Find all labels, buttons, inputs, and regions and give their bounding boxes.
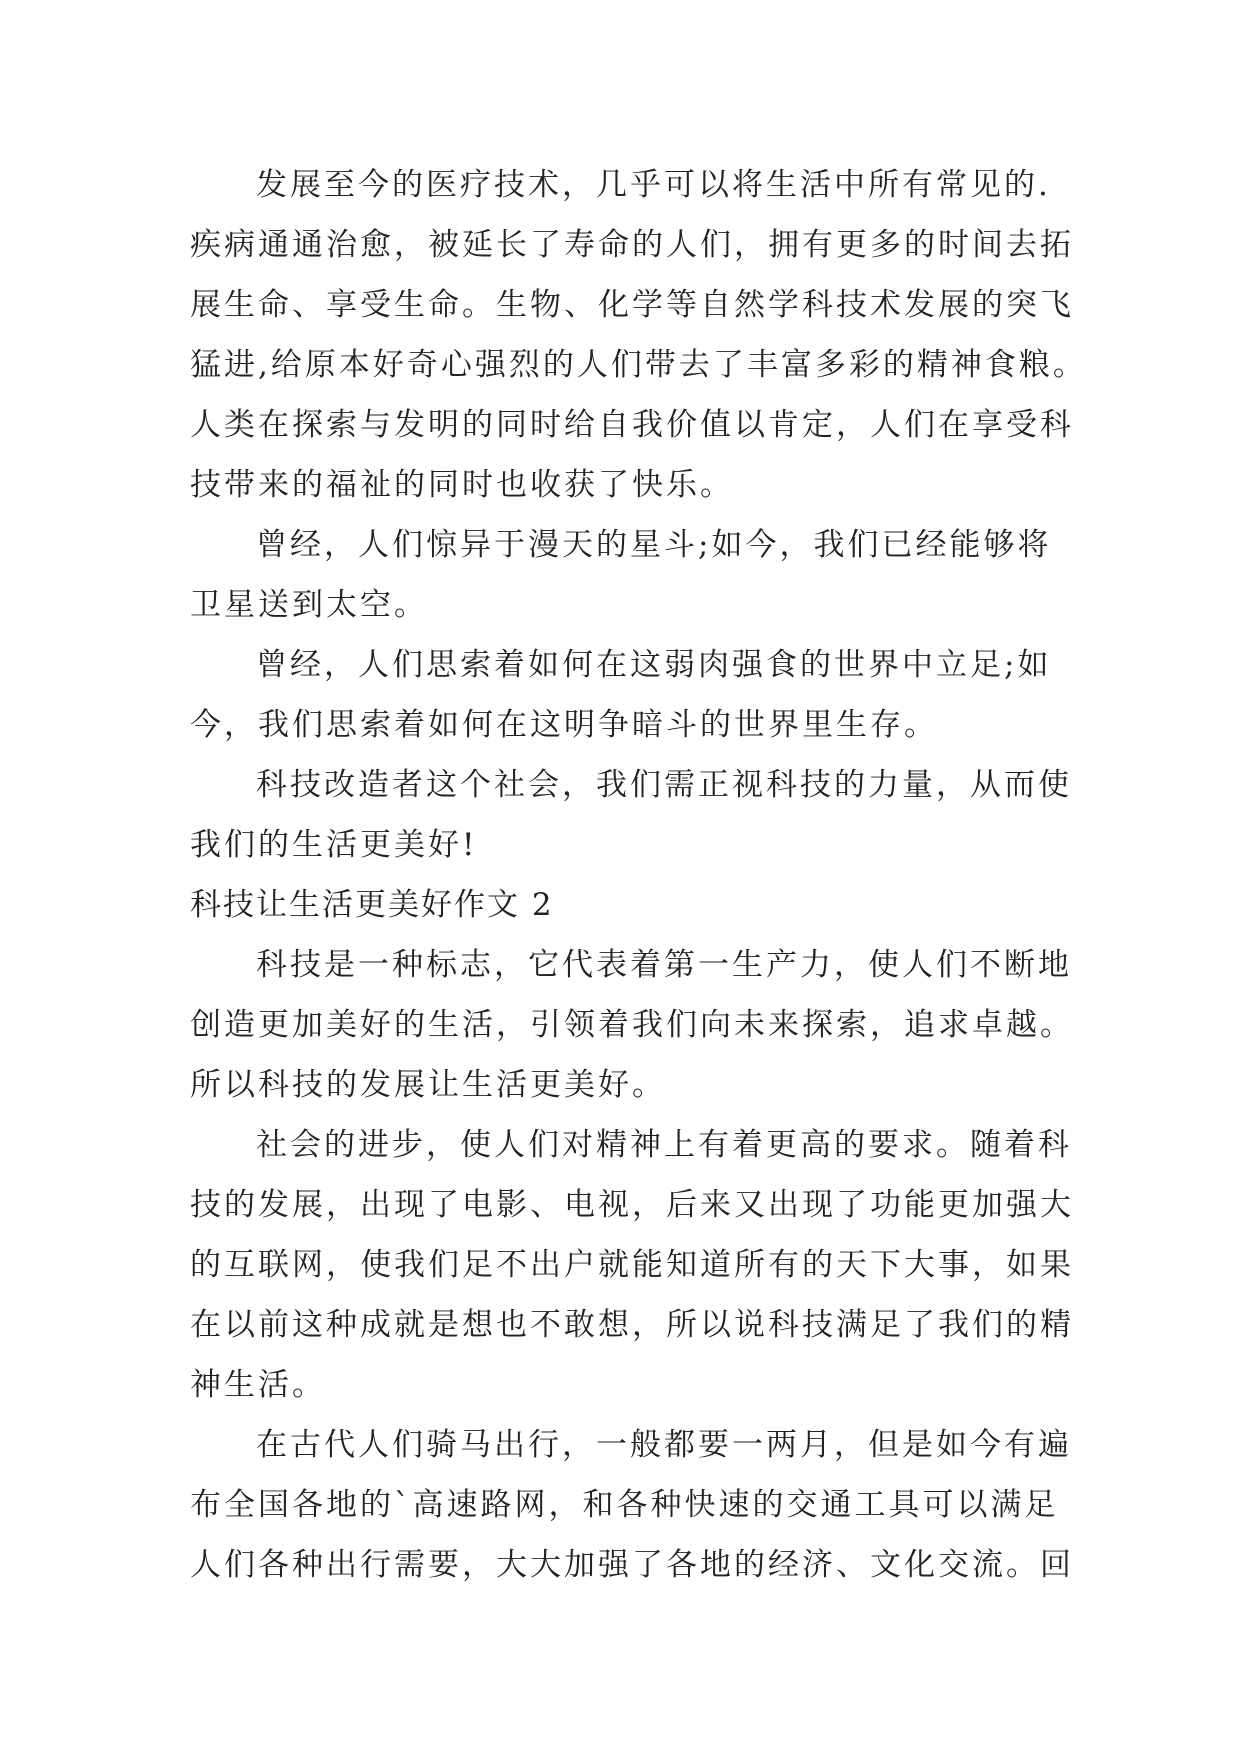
paragraph-line: 曾经，人们思索着如何在这弱肉强食的世界中立足;如 [256,647,1052,683]
paragraph-line: 展生命、享受生命。生物、化学等自然学科技术发展的突飞 [190,287,1074,323]
paragraph-line: 我们的生活更美好! [190,827,478,863]
paragraph-line: 科技是一种标志，它代表着第一生产力，使人们不断地 [256,947,1072,983]
paragraph-line: 神生活。 [190,1367,326,1403]
paragraph-line: 疾病通通治愈，被延长了寿命的人们，拥有更多的时间去拓 [190,227,1074,263]
paragraph-line: 所以科技的发展让生活更美好。 [190,1067,666,1103]
paragraph-line: 猛进,给原本好奇心强烈的人们带去了丰富多彩的精神食粮。 [190,347,1087,383]
paragraph-line: 技带来的福祉的同时也收获了快乐。 [190,467,734,503]
section-heading: 科技让生活更美好作文 2 [190,887,554,923]
paragraph-line: 技的发展，出现了电影、电视，后来又出现了功能更加强大 [190,1187,1074,1223]
paragraph-line: 今，我们思索着如何在这明争暗斗的世界里生存。 [190,707,938,743]
paragraph-line: 在以前这种成就是想也不敢想，所以说科技满足了我们的精 [190,1307,1074,1343]
document-body [190,155,1087,1595]
paragraph-line: 人们各种出行需要，大大加强了各地的经济、文化交流。回 [190,1547,1074,1583]
paragraph-line: 曾经，人们惊异于漫天的星斗;如今，我们已经能够将 [256,527,1052,563]
paragraph-line: 创造更加美好的生活，引领着我们向未来探索，追求卓越。 [190,1007,1074,1043]
paragraph-line: 布全国各地的`高速路网，和各种快速的交通工具可以满足 [190,1487,1059,1523]
paragraph-line: 社会的进步，使人们对精神上有着更高的要求。随着科 [256,1127,1072,1163]
paragraph-line: 卫星送到太空。 [190,587,428,623]
paragraph-line: 人类在探索与发明的同时给自我价值以肯定，人们在享受科 [190,407,1074,443]
paragraph-line: 在古代人们骑马出行，一般都要一两月，但是如今有遍 [256,1427,1072,1463]
paragraph-line: 科技改造者这个社会，我们需正视科技的力量，从而使 [256,767,1072,803]
paragraph-line: 的互联网，使我们足不出户就能知道所有的天下大事，如果 [190,1247,1074,1283]
paragraph-line: 发展至今的医疗技术，几乎可以将生活中所有常见的. [256,167,1051,203]
